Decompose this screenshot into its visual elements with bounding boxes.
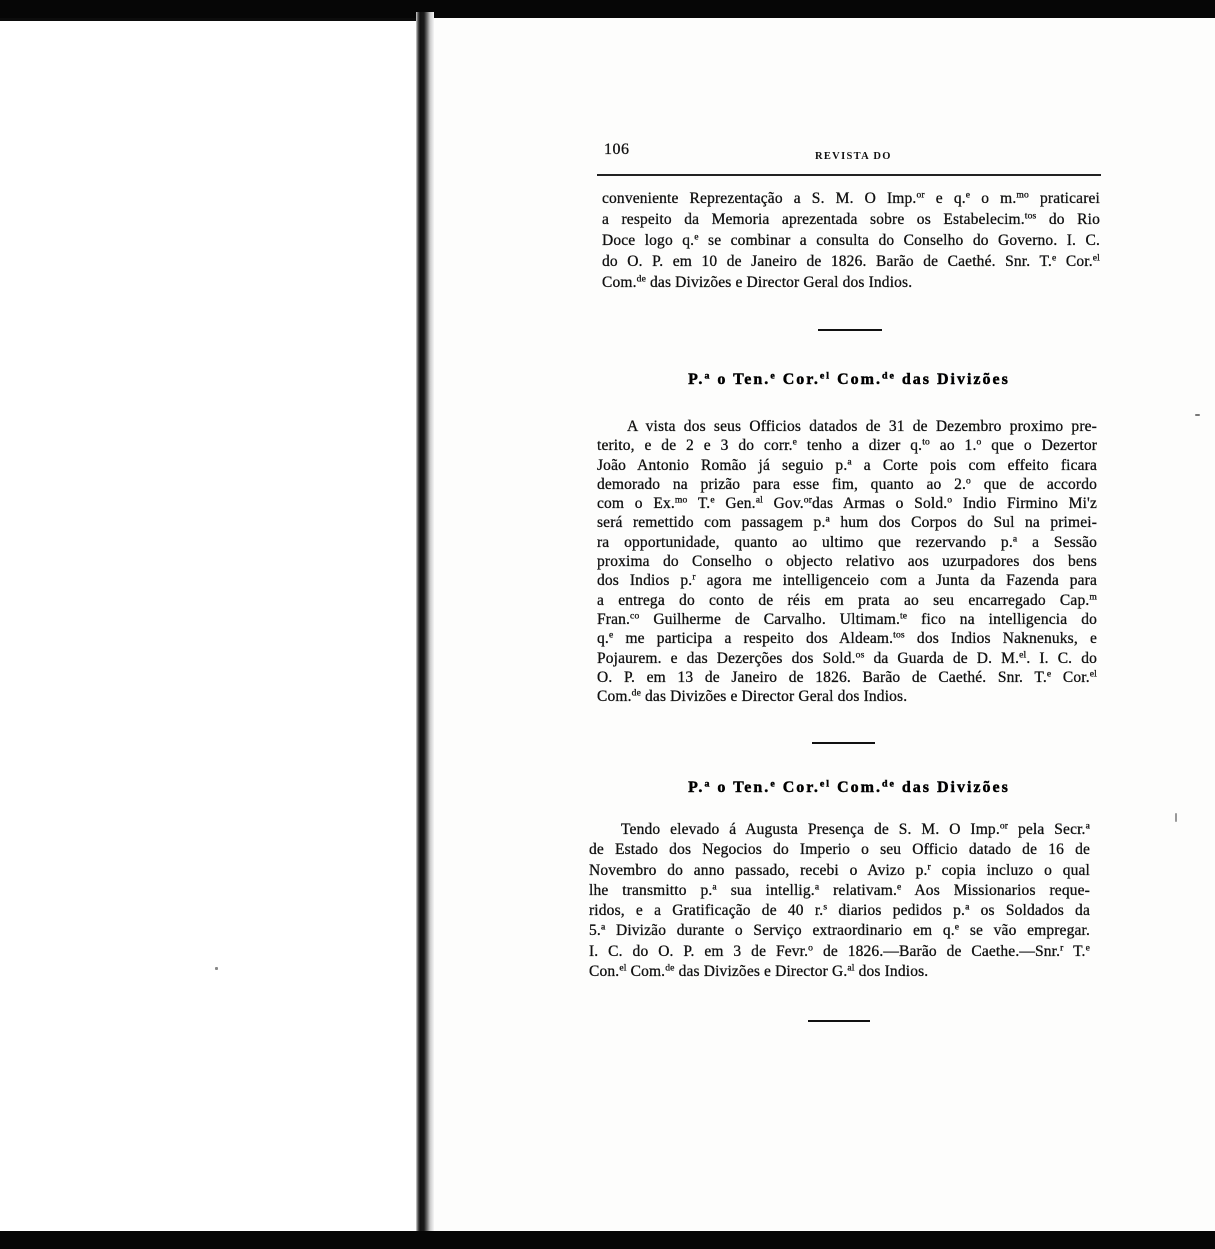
text-run: a entrega do conto de réis em prata ao seu encarregado Cap.: [597, 591, 1090, 609]
text-line: [597, 687, 1097, 706]
superscript-abbreviation: mo: [1016, 189, 1029, 201]
text-line: [597, 513, 1097, 532]
text-run: das Divizões: [895, 779, 1010, 796]
superscript-abbreviation: tos: [893, 629, 905, 641]
superscript-abbreviation: de: [631, 687, 641, 699]
superscript-abbreviation: a: [712, 881, 717, 893]
scan-speck: [215, 967, 218, 970]
superscript-abbreviation: el: [819, 778, 832, 790]
text-run: copia incluzo o qual: [930, 861, 1090, 879]
text-run: será remettido com passagem p.: [597, 514, 826, 532]
text-run: e q.: [924, 190, 966, 207]
text-run: lhe transmitto p.: [589, 881, 713, 899]
text-run: a respeito da Memoria aprezentada sobre os Estabelecim.: [602, 211, 1025, 228]
text-line: [597, 649, 1097, 668]
superscript-abbreviation: a: [600, 922, 606, 934]
text-run: Aos Missionarios reque-: [901, 881, 1090, 899]
text-run: sua intellig.: [716, 881, 815, 899]
text-run: do Rio: [1036, 211, 1100, 228]
section-divider-rule: [818, 329, 882, 331]
bottom-scan-border: [0, 1231, 1215, 1249]
text-run: o m.: [970, 190, 1017, 207]
superscript-abbreviation: tos: [1024, 210, 1037, 222]
superscript-abbreviation: or: [916, 189, 925, 201]
superscript-abbreviation: e: [792, 437, 798, 449]
text-line: [602, 251, 1100, 272]
text-run: agora me intelligenceio com a Junta da Fazenda para: [695, 572, 1097, 590]
superscript-abbreviation: e: [694, 231, 699, 243]
text-run: Cor.: [1056, 253, 1093, 270]
superscript-abbreviation: de: [636, 273, 646, 285]
text-run: ao 1.: [929, 437, 977, 455]
text-run: Com.: [597, 688, 632, 706]
letter-paragraph: [602, 188, 1100, 293]
text-run: Doce logo q.: [602, 232, 695, 249]
section-divider-rule: [812, 742, 875, 744]
text-run: Com.: [831, 371, 882, 388]
superscript-abbreviation: e: [1051, 252, 1057, 264]
superscript-abbreviation: e: [954, 922, 960, 934]
text-run: das Armas o Sold.: [812, 495, 948, 513]
text-run: Novembro do anno passado, recebi o Avizo p.: [589, 861, 928, 879]
letter-heading: [598, 370, 1100, 390]
text-run: fico na intelligencia do: [907, 610, 1097, 628]
superscript-abbreviation: e: [965, 189, 971, 201]
text-run: Pojaurem. e das Dezerções dos Sold.: [597, 649, 856, 667]
text-run: o Ten.: [711, 371, 771, 388]
superscript-abbreviation: s: [823, 901, 828, 913]
superscript-abbreviation: e: [770, 370, 777, 382]
page-number: 106: [604, 141, 630, 158]
text-run: Cor.: [1051, 668, 1090, 686]
text-run: Fran.: [597, 610, 631, 628]
text-run: Com.: [626, 963, 666, 981]
text-run: conveniente Reprezentação a S. M. O Imp.: [602, 190, 917, 207]
superscript-abbreviation: a: [965, 901, 970, 913]
text-run: diarios pedidos p.: [827, 902, 966, 920]
superscript-abbreviation: or: [999, 820, 1009, 832]
text-run: proxima do Conselho o objecto relativo aos uzurpadores dos bens: [597, 553, 1097, 571]
text-run: Com.: [602, 274, 637, 291]
text-run: Cor.: [776, 779, 820, 796]
superscript-abbreviation: a: [825, 514, 830, 526]
text-line: [597, 494, 1097, 513]
superscript-abbreviation: r: [1060, 942, 1064, 954]
text-line: [602, 209, 1100, 230]
superscript-abbreviation: te: [899, 610, 908, 622]
text-run: do O. P. em 10 de Janeiro de 1826. Barão de Caethé. Snr. T.: [602, 253, 1052, 270]
superscript-abbreviation: e: [1085, 942, 1090, 954]
superscript-abbreviation: os: [855, 649, 865, 661]
superscript-abbreviation: r: [692, 572, 696, 584]
superscript-abbreviation: o: [976, 437, 982, 449]
text-run: dos Indios Naknenuks, e: [904, 630, 1097, 648]
text-run: Gov.: [762, 495, 804, 513]
text-run: João Antonio Romão já seguio p.: [597, 456, 848, 474]
text-run: a Corte pois com effeito ficara: [851, 456, 1097, 474]
superscript-abbreviation: el: [1019, 649, 1027, 661]
superscript-abbreviation: a: [1085, 820, 1090, 832]
text-line: [597, 475, 1097, 494]
text-run: Tendo elevado á Augusta Presença de S. M. O Imp.: [621, 821, 1000, 838]
superscript-abbreviation: mo: [674, 494, 688, 506]
text-run: Divizão durante o Serviço extraordinario em q.: [605, 922, 955, 940]
heading-line: [598, 778, 1100, 798]
text-run: se combinar a consulta do Conselho do Governo. I. C.: [698, 232, 1100, 249]
text-line: [597, 668, 1097, 687]
superscript-abbreviation: a: [1012, 533, 1018, 545]
header-rule: [597, 174, 1101, 176]
running-title: REVISTA DO: [815, 151, 892, 162]
superscript-abbreviation: a: [814, 881, 820, 893]
text-line: [589, 861, 1090, 881]
book-gutter: [416, 12, 434, 1238]
text-run: T.: [1063, 942, 1086, 960]
text-line: [589, 820, 1090, 840]
text-run: se vão empregar.: [959, 922, 1091, 940]
text-line: [602, 230, 1100, 251]
superscript-abbreviation: or: [803, 494, 813, 506]
text-run: que de accordo: [971, 475, 1097, 493]
text-line: [589, 942, 1090, 962]
text-run: a Sessão: [1017, 533, 1097, 551]
text-run: Indio Firmino Mi'z: [952, 495, 1098, 513]
text-line: [597, 436, 1097, 455]
text-run: ridos, e a Gratificação de 40 r.: [589, 902, 824, 920]
scan-speck: [1175, 813, 1177, 822]
text-run: Gen.: [714, 495, 756, 513]
text-run: de Estado dos Negocios do Imperio o seu Officio datado de 16 de: [589, 841, 1090, 859]
text-run: o Ten.: [711, 779, 771, 796]
superscript-abbreviation: e: [770, 778, 777, 790]
text-run: q.: [597, 630, 609, 648]
superscript-abbreviation: e: [710, 494, 715, 506]
text-run: P.: [688, 779, 705, 796]
superscript-abbreviation: el: [619, 962, 627, 974]
text-run: Con.: [589, 963, 620, 981]
text-run: A vista dos seus Officios datados de 31 de Dezembro proximo pre-: [627, 418, 1097, 435]
superscript-abbreviation: a: [847, 456, 852, 468]
text-run: de 1826.—Barão de Caethe.—Snr.: [813, 942, 1061, 960]
text-line: [597, 610, 1097, 629]
text-run: me participa a respeito dos Aldeam.: [613, 630, 894, 648]
text-run: ra opportunidade, quanto ao ultimo que rezervando p.: [597, 533, 1013, 551]
superscript-abbreviation: al: [847, 962, 855, 974]
letter-paragraph: [597, 417, 1097, 706]
text-run: com o Ex.: [597, 495, 675, 513]
text-run: T.: [687, 495, 711, 513]
heading-line: [598, 370, 1100, 390]
section-divider-rule: [808, 1020, 870, 1022]
top-scan-border: [0, 0, 1215, 18]
text-run: dos Indios.: [854, 963, 929, 981]
text-run: terito, e de 2 e 3 do corr.: [597, 437, 793, 455]
text-run: hum dos Corpos do Sul na primei-: [829, 514, 1098, 532]
text-run: Guilherme de Carvalho. Ultimam.: [639, 610, 900, 628]
superscript-abbreviation: de: [881, 370, 896, 382]
text-run: das Divizões: [895, 371, 1010, 388]
text-run: I. C. do O. P. em 3 de Fevr.: [589, 942, 809, 960]
text-line: [589, 881, 1090, 901]
superscript-abbreviation: o: [808, 942, 814, 954]
text-run: praticarei: [1028, 190, 1100, 207]
scan-speck: [1195, 414, 1200, 416]
text-run: . I. C. do: [1026, 649, 1097, 667]
text-line: [602, 188, 1100, 209]
superscript-abbreviation: el: [819, 370, 832, 382]
superscript-abbreviation: de: [665, 962, 675, 974]
text-run: Com.: [831, 779, 882, 796]
text-line: [589, 840, 1090, 860]
superscript-abbreviation: to: [922, 437, 930, 449]
superscript-abbreviation: co: [630, 610, 640, 622]
superscript-abbreviation: e: [608, 629, 614, 641]
text-run: 5.: [589, 922, 601, 940]
text-run: tenho a dizer q.: [797, 437, 923, 455]
superscript-abbreviation: el: [1092, 252, 1100, 264]
text-line: [602, 272, 1100, 293]
superscript-abbreviation: e: [897, 881, 902, 893]
superscript-abbreviation: de: [881, 778, 896, 790]
text-line: [597, 571, 1097, 590]
text-run: relativam.: [819, 881, 898, 899]
text-line: [597, 629, 1097, 648]
text-run: das Divizões e Director Geral dos Indios.: [645, 274, 913, 291]
superscript-abbreviation: a: [704, 778, 712, 790]
text-run: dos Indios p.: [597, 572, 693, 590]
text-run: O. P. em 13 de Janeiro de 1826. Barão de Caethé. Snr. T.: [597, 668, 1047, 686]
text-run: que o Dezertor: [981, 437, 1098, 455]
text-line: [589, 962, 1090, 982]
superscript-abbreviation: o: [947, 494, 953, 506]
text-line: [597, 591, 1097, 610]
text-run: pela Secr.: [1008, 821, 1086, 838]
text-run: Cor.: [776, 371, 820, 388]
blank-left-page: [0, 21, 417, 1231]
letter-paragraph: [589, 820, 1090, 982]
text-run: das Divizões e Director Geral dos Indios.: [640, 688, 908, 706]
text-line: [589, 901, 1090, 921]
text-line: [597, 456, 1097, 475]
superscript-abbreviation: r: [927, 861, 931, 873]
superscript-abbreviation: a: [704, 370, 712, 382]
text-run: das Divizões e Director G.: [674, 963, 848, 981]
superscript-abbreviation: e: [1046, 668, 1052, 680]
text-line: [597, 417, 1097, 436]
superscript-abbreviation: el: [1089, 668, 1097, 680]
text-line: [597, 533, 1097, 552]
superscript-abbreviation: o: [966, 475, 971, 487]
letter-heading: [598, 778, 1100, 798]
text-run: da Guarda de D. M.: [864, 649, 1020, 667]
text-run: demorado na prizão para esse fim, quanto ao 2.: [597, 475, 967, 493]
text-run: os Soldados da: [969, 902, 1090, 920]
superscript-abbreviation: m: [1089, 591, 1097, 603]
text-line: [597, 552, 1097, 571]
text-run: P.: [688, 371, 705, 388]
superscript-abbreviation: al: [755, 494, 763, 506]
text-line: [589, 921, 1090, 941]
